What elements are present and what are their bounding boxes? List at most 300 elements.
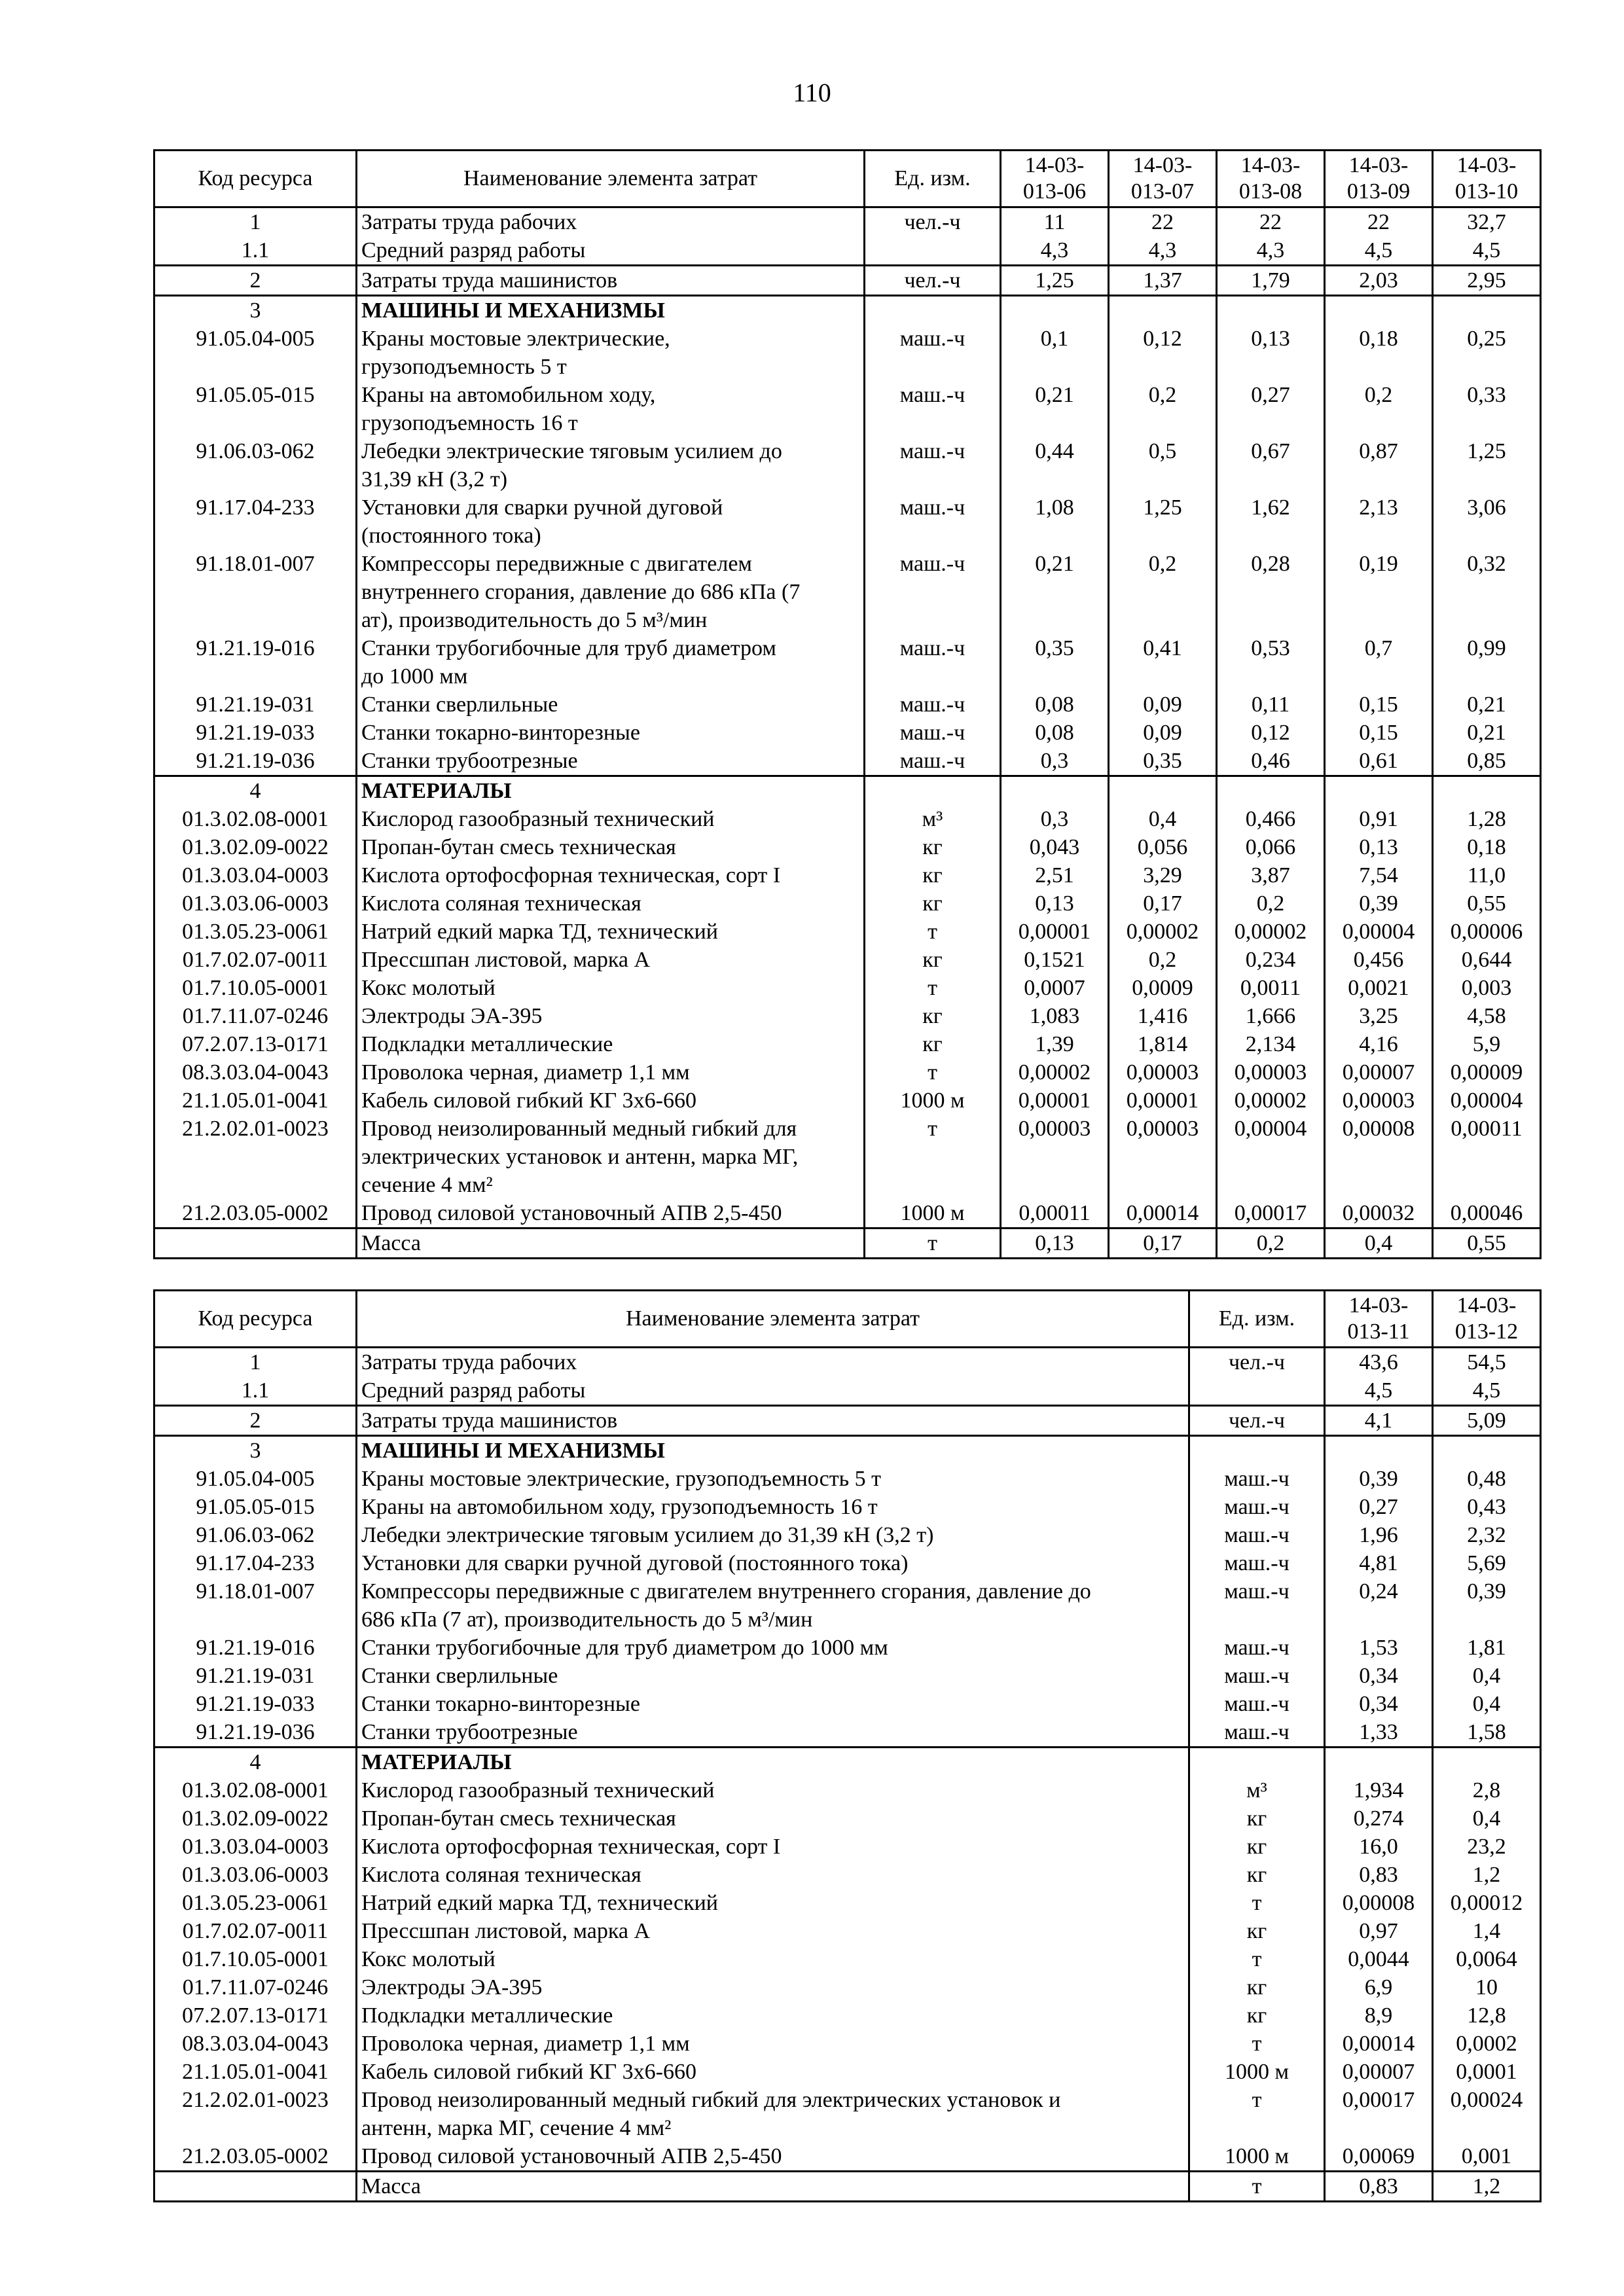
norm-value: 4,5 (1433, 236, 1541, 266)
norm-value: 23,2 (1433, 1833, 1541, 1861)
norm-value: 0,00001 (1001, 918, 1109, 946)
norm-value: 0,4 (1325, 1229, 1433, 1259)
table-row (154, 207, 1541, 237)
resource-code: 21.2.03.05-0002 (182, 2144, 329, 2168)
norm-value: 0,00017 (1325, 2086, 1433, 2142)
norm-value: 3,06 (1433, 493, 1541, 550)
norm-value: 4,5 (1325, 236, 1433, 266)
table-row (154, 1465, 1541, 1493)
unit: 1000 м (1189, 2142, 1325, 2172)
cost-element-name: Провод силовой установочный АПВ 2,5-450 (357, 2142, 1189, 2172)
unit: т (1189, 2030, 1325, 2058)
resource-code: 07.2.07.13-0171 (182, 2003, 329, 2028)
norm-value: 0,09 (1109, 719, 1217, 747)
unit: маш.-ч (865, 437, 1001, 493)
norm-value: 0,91 (1325, 805, 1433, 833)
resource-code: 01.3.05.23-0061 (182, 920, 329, 944)
norm-value: 0,5 (1109, 437, 1217, 493)
unit: м³ (865, 805, 1001, 833)
unit: маш.-ч (865, 325, 1001, 381)
unit: маш.-ч (865, 691, 1001, 719)
cost-element-name: Затраты труда рабочих (357, 207, 865, 237)
norm-value: 0,00017 (1217, 1199, 1325, 1229)
norm-value: 32,7 (1433, 207, 1541, 237)
norm-value: 0,00003 (1325, 1086, 1433, 1115)
norm-value: 0,15 (1325, 719, 1433, 747)
resource-code: 01.7.11.07-0246 (182, 1004, 329, 1028)
cost-element-name: Станки токарно-винторезные (357, 1690, 1189, 1718)
norm-value: 4,3 (1109, 236, 1217, 266)
norm-value: 4,5 (1433, 1376, 1541, 1406)
norm-value: 0,13 (1325, 833, 1433, 861)
table-row (154, 1861, 1541, 1889)
resource-code: 91.21.19-033 (196, 1692, 315, 1716)
norm-value: 0,34 (1325, 1690, 1433, 1718)
norm-value: 0,25 (1433, 325, 1541, 381)
norm-value: 1,2 (1433, 1861, 1541, 1889)
norm-value: 3,87 (1217, 861, 1325, 889)
norm-value: 0,24 (1325, 1577, 1433, 1634)
cost-element-name: Кислота соляная техническая (357, 1861, 1189, 1889)
cost-element-name: МАТЕРИАЛЫ (357, 1748, 1189, 1777)
norm-value: 1,81 (1433, 1634, 1541, 1662)
resource-code: 4 (154, 1748, 357, 1777)
table-row (154, 1945, 1541, 1973)
norm-value: 6,9 (1325, 1973, 1433, 2001)
norm-value: 0,4 (1109, 805, 1217, 833)
norm-value: 0,00011 (1433, 1115, 1541, 1199)
norm-value: 0,83 (1325, 1861, 1433, 1889)
unit: т (865, 1229, 1001, 1259)
table-row (154, 747, 1541, 776)
norm-value: 1,39 (1001, 1030, 1109, 1058)
norm-value: 0,18 (1433, 833, 1541, 861)
resource-code: 91.21.19-016 (196, 636, 315, 660)
cost-element-name: Затраты труда машинистов (357, 266, 865, 296)
resource-code: 01.3.03.04-0003 (182, 863, 329, 888)
norm-value: 0,2 (1217, 889, 1325, 918)
unit: маш.-ч (1189, 1634, 1325, 1662)
resource-code: 21.1.05.01-0041 (182, 1088, 329, 1113)
norm-value (1433, 296, 1541, 325)
section-row (154, 1748, 1541, 1777)
norm-value: 1,96 (1325, 1521, 1433, 1549)
cost-element-name: Компрессоры передвижные с двигателем внутреннего сгорания, давление до 686 кПа (7 ат), производительность до 5 м³/мин (357, 550, 865, 634)
resource-code: 91.18.01-007 (196, 1579, 315, 1604)
section-row (154, 776, 1541, 806)
cost-element-name: Затраты труда машинистов (357, 1406, 1189, 1436)
cost-element-name: Затраты труда рабочих (357, 1348, 1189, 1377)
norm-value: 0,0011 (1217, 974, 1325, 1002)
resource-code: 91.05.04-005 (196, 327, 315, 351)
table-row (154, 1917, 1541, 1945)
unit: кг (865, 1002, 1001, 1030)
cost-element-name: Электроды ЭА-395 (357, 1002, 865, 1030)
norm-value: 0,466 (1217, 805, 1325, 833)
resource-code: 91.06.03-062 (196, 1523, 315, 1547)
resource-code: 08.3.03.04-0043 (182, 1060, 329, 1085)
norm-value (1325, 1748, 1433, 1777)
resource-code (154, 2172, 357, 2202)
cost-element-name: Кислород газообразный технический (357, 805, 865, 833)
norm-value (1109, 296, 1217, 325)
table-row (154, 889, 1541, 918)
norm-value: 0,0001 (1433, 2058, 1541, 2086)
norm-value: 0,12 (1217, 719, 1325, 747)
resource-code: 01.7.10.05-0001 (182, 1947, 329, 1971)
norm-value: 4,1 (1325, 1406, 1433, 1436)
table-row (154, 1718, 1541, 1748)
cost-element-name: Кислород газообразный технический (357, 1776, 1189, 1804)
norm-value: 0,55 (1433, 1229, 1541, 1259)
norm-value: 0,09 (1109, 691, 1217, 719)
unit: кг (865, 861, 1001, 889)
cost-element-name: Кабель силовой гибкий КГ 3х6-660 (357, 2058, 1189, 2086)
cost-element-name: Подкладки металлические (357, 1030, 865, 1058)
cost-element-name: Кислота ортофосфорная техническая, сорт I (357, 861, 865, 889)
norm-value: 0,85 (1433, 747, 1541, 776)
norm-value: 0,00004 (1217, 1115, 1325, 1199)
section-row (154, 296, 1541, 325)
resource-code: 2 (154, 266, 357, 296)
table-row (154, 1776, 1541, 1804)
cost-element-name: Кабель силовой гибкий КГ 3х6-660 (357, 1086, 865, 1115)
resource-code: 91.21.19-031 (196, 1664, 315, 1688)
table-row (154, 1199, 1541, 1229)
norm-value: 0,0021 (1325, 974, 1433, 1002)
table-row (154, 2001, 1541, 2030)
page-number: 110 (793, 78, 831, 107)
norm-value: 0,00032 (1325, 1199, 1433, 1229)
norm-value: 0,00009 (1433, 1058, 1541, 1086)
table-row (154, 918, 1541, 946)
norm-value: 0,043 (1001, 833, 1109, 861)
table-row (154, 1086, 1541, 1115)
resource-code: 01.3.03.06-0003 (182, 1863, 329, 1887)
resource-code: 2 (154, 1406, 357, 1436)
norm-value: 0,43 (1433, 1493, 1541, 1521)
unit: чел.-ч (865, 207, 1001, 237)
norm-value: 12,8 (1433, 2001, 1541, 2030)
resource-code: 21.1.05.01-0041 (182, 2060, 329, 2084)
table-row (154, 1115, 1541, 1199)
table-row (154, 946, 1541, 974)
norm-value (1001, 296, 1109, 325)
norm-value (1433, 1748, 1541, 1777)
cost-element-name: Кислота ортофосфорная техническая, сорт I (357, 1833, 1189, 1861)
norm-value: 1,79 (1217, 266, 1325, 296)
norm-value: 0,001 (1433, 2142, 1541, 2172)
table-row (154, 1493, 1541, 1521)
table-row (154, 1376, 1541, 1406)
table-row (154, 266, 1541, 296)
norm-value: 0,0002 (1433, 2030, 1541, 2058)
norm-value: 4,3 (1217, 236, 1325, 266)
cost-element-name: Лебедки электрические тяговым усилием до 31,39 кН (3,2 т) (357, 437, 865, 493)
norm-value: 0,21 (1001, 550, 1109, 634)
table-row (154, 634, 1541, 691)
norm-value: 5,9 (1433, 1030, 1541, 1058)
unit (1189, 1748, 1325, 1777)
norm-value: 0,1 (1001, 325, 1109, 381)
norm-value: 0,41 (1109, 634, 1217, 691)
resource-code: 01.3.03.04-0003 (182, 1835, 329, 1859)
norm-value: 0,17 (1109, 889, 1217, 918)
norm-value (1433, 776, 1541, 806)
resource-code: 21.2.02.01-0023 (182, 2088, 329, 2112)
unit: кг (1189, 1833, 1325, 1861)
norm-value: 0,056 (1109, 833, 1217, 861)
norm-value: 0,00004 (1433, 1086, 1541, 1115)
resource-code: 1 (154, 207, 357, 237)
resource-code: 01.3.02.08-0001 (182, 1778, 329, 1803)
norm-value: 0,00002 (1217, 1086, 1325, 1115)
resource-code: 01.3.02.09-0022 (182, 835, 329, 859)
norm-value: 0,11 (1217, 691, 1325, 719)
norm-value: 0,00008 (1325, 1889, 1433, 1917)
section-row (154, 1436, 1541, 1465)
cost-element-name: Проволока черная, диаметр 1,1 мм (357, 1058, 865, 1086)
unit: маш.-ч (1189, 1493, 1325, 1521)
table-row (154, 2142, 1541, 2172)
norm-value: 1,33 (1325, 1718, 1433, 1748)
norm-value: 0,1521 (1001, 946, 1109, 974)
norm-value (1109, 776, 1217, 806)
norm-value: 3,25 (1325, 1002, 1433, 1030)
table-row (154, 1662, 1541, 1690)
norm-value: 0,4 (1433, 1690, 1541, 1718)
norm-value: 2,134 (1217, 1030, 1325, 1058)
table-row (154, 691, 1541, 719)
cost-element-name: Пропан-бутан смесь техническая (357, 833, 865, 861)
cost-element-name: Станки сверлильные (357, 691, 865, 719)
norm-value: 16,0 (1325, 1833, 1433, 1861)
resource-code: 08.3.03.04-0043 (182, 2032, 329, 2056)
cost-element-name: Установки для сварки ручной дуговой (постоянного тока) (357, 1549, 1189, 1577)
unit (865, 236, 1001, 266)
norm-value: 0,39 (1433, 1577, 1541, 1634)
unit: кг (865, 946, 1001, 974)
norm-value: 0,08 (1001, 691, 1109, 719)
norm-value: 0,35 (1001, 634, 1109, 691)
norm-value: 1,53 (1325, 1634, 1433, 1662)
norm-value: 0,3 (1001, 747, 1109, 776)
resource-code: 91.21.19-036 (196, 749, 315, 773)
norm-value: 0,0064 (1433, 1945, 1541, 1973)
unit: т (1189, 1889, 1325, 1917)
cost-element-name: Провод неизолированный медный гибкий для электрических установок и антенн, марка МГ, сечение 4 мм² (357, 1115, 865, 1199)
resource-table-1 (153, 149, 1542, 1259)
norm-value: 2,51 (1001, 861, 1109, 889)
norm-value: 0,32 (1433, 550, 1541, 634)
unit: чел.-ч (865, 266, 1001, 296)
unit: маш.-ч (865, 719, 1001, 747)
resource-code: 01.3.03.06-0003 (182, 891, 329, 916)
column-header: 14-03- 013-11 (1325, 1291, 1433, 1348)
norm-value: 0,28 (1217, 550, 1325, 634)
norm-value: 1,2 (1433, 2172, 1541, 2202)
norm-value: 0,00007 (1325, 1058, 1433, 1086)
norm-value: 3,29 (1109, 861, 1217, 889)
norm-value: 0,00001 (1001, 1086, 1109, 1115)
resource-code: 91.05.05-015 (196, 1495, 315, 1519)
norm-value: 0,003 (1433, 974, 1541, 1002)
unit: маш.-ч (865, 634, 1001, 691)
resource-code: 01.3.02.09-0022 (182, 1806, 329, 1831)
unit: 1000 м (865, 1199, 1001, 1229)
column-header: Ед. изм. (1189, 1291, 1325, 1348)
unit: т (865, 1115, 1001, 1199)
table-row (154, 1348, 1541, 1377)
unit: маш.-ч (1189, 1662, 1325, 1690)
unit: т (865, 1058, 1001, 1086)
resource-code: 01.7.02.07-0011 (182, 948, 329, 972)
table-row (154, 974, 1541, 1002)
norm-value: 0,00003 (1109, 1115, 1217, 1199)
cost-element-name: Краны мостовые электрические, грузоподъемность 5 т (357, 325, 865, 381)
unit: маш.-ч (865, 550, 1001, 634)
cost-element-name: МАТЕРИАЛЫ (357, 776, 865, 806)
norm-value: 0,00024 (1433, 2086, 1541, 2142)
table-row (154, 1690, 1541, 1718)
norm-value: 0,066 (1217, 833, 1325, 861)
unit: маш.-ч (1189, 1690, 1325, 1718)
norm-value: 1,083 (1001, 1002, 1109, 1030)
norm-value: 1,58 (1433, 1718, 1541, 1748)
resource-code: 3 (154, 1436, 357, 1465)
norm-value: 7,54 (1325, 861, 1433, 889)
norm-value: 0,00001 (1109, 1086, 1217, 1115)
resource-code (154, 1229, 357, 1259)
norm-value: 0,18 (1325, 325, 1433, 381)
header-row (154, 1291, 1541, 1348)
table-row (154, 1030, 1541, 1058)
norm-value: 0,13 (1001, 1229, 1109, 1259)
norm-value: 1,08 (1001, 493, 1109, 550)
norm-value: 1,25 (1001, 266, 1109, 296)
norm-value (1325, 296, 1433, 325)
unit: маш.-ч (1189, 1465, 1325, 1493)
resource-code: 01.7.10.05-0001 (182, 976, 329, 1000)
norm-value: 0,274 (1325, 1804, 1433, 1833)
table-row (154, 437, 1541, 493)
norm-value: 4,81 (1325, 1549, 1433, 1577)
unit: т (1189, 1945, 1325, 1973)
unit (1189, 1376, 1325, 1406)
unit: т (1189, 2172, 1325, 2202)
norm-value: 0,44 (1001, 437, 1109, 493)
column-header: Наименование элемента затрат (357, 151, 865, 207)
norm-value: 0,55 (1433, 889, 1541, 918)
resource-code: 91.17.04-233 (196, 495, 315, 520)
column-header: 14-03- 013-08 (1217, 151, 1325, 207)
resource-code: 01.3.05.23-0061 (182, 1891, 329, 1915)
resource-code: 4 (154, 776, 357, 806)
norm-value: 2,32 (1433, 1521, 1541, 1549)
norm-value: 0,67 (1217, 437, 1325, 493)
unit: кг (1189, 1861, 1325, 1889)
norm-value: 1,814 (1109, 1030, 1217, 1058)
norm-value: 1,4 (1433, 1917, 1541, 1945)
cost-element-name: Компрессоры передвижные с двигателем внутреннего сгорания, давление до 686 кПа (7 ат), производительность до 5 м³/мин (357, 1577, 1189, 1634)
table-row (154, 2030, 1541, 2058)
resource-code: 01.3.02.08-0001 (182, 807, 329, 831)
norm-value: 1,934 (1325, 1776, 1433, 1804)
column-header: Ед. изм. (865, 151, 1001, 207)
norm-value (1325, 776, 1433, 806)
norm-value (1217, 776, 1325, 806)
norm-value: 0,3 (1001, 805, 1109, 833)
norm-value: 10 (1433, 1973, 1541, 2001)
norm-value: 0,2 (1109, 381, 1217, 437)
table-row (154, 1229, 1541, 1259)
norm-value: 0,21 (1001, 381, 1109, 437)
norm-value: 0,21 (1433, 691, 1541, 719)
norm-value: 0,00012 (1433, 1889, 1541, 1917)
column-header: 14-03- 013-10 (1433, 151, 1541, 207)
norm-value: 22 (1217, 207, 1325, 237)
resource-table-2 (153, 1289, 1542, 2202)
unit: м³ (1189, 1776, 1325, 1804)
norm-value: 0,00046 (1433, 1199, 1541, 1229)
cost-element-name: Кислота соляная техническая (357, 889, 865, 918)
table-row (154, 1577, 1541, 1634)
norm-value: 0,39 (1325, 889, 1433, 918)
norm-value: 4,58 (1433, 1002, 1541, 1030)
table-row (154, 1549, 1541, 1577)
unit: маш.-ч (1189, 1718, 1325, 1748)
unit: кг (865, 833, 1001, 861)
unit: маш.-ч (865, 381, 1001, 437)
norm-value: 0,33 (1433, 381, 1541, 437)
norm-value (1325, 1436, 1433, 1465)
norm-value: 0,08 (1001, 719, 1109, 747)
unit: маш.-ч (865, 493, 1001, 550)
cost-element-name: Натрий едкий марка ТД, технический (357, 918, 865, 946)
norm-value: 0,00004 (1325, 918, 1433, 946)
norm-value: 0,2 (1325, 381, 1433, 437)
norm-value: 0,13 (1217, 325, 1325, 381)
norm-value: 2,95 (1433, 266, 1541, 296)
cost-element-name: Станки токарно-винторезные (357, 719, 865, 747)
norm-value: 0,0009 (1109, 974, 1217, 1002)
table-row (154, 550, 1541, 634)
table-row (154, 1002, 1541, 1030)
cost-element-name: Лебедки электрические тяговым усилием до 31,39 кН (3,2 т) (357, 1521, 1189, 1549)
norm-value: 2,03 (1325, 266, 1433, 296)
norm-value: 0,00003 (1109, 1058, 1217, 1086)
norm-value: 11,0 (1433, 861, 1541, 889)
norm-value: 0,4 (1433, 1662, 1541, 1690)
cost-element-name: Провод силовой установочный АПВ 2,5-450 (357, 1199, 865, 1229)
cost-element-name: Подкладки металлические (357, 2001, 1189, 2030)
norm-value: 0,15 (1325, 691, 1433, 719)
cost-element-name: Краны мостовые электрические, грузоподъемность 5 т (357, 1465, 1189, 1493)
resource-code: 1.1 (241, 1378, 270, 1403)
norm-value: 0,4 (1433, 1804, 1541, 1833)
table-row (154, 1634, 1541, 1662)
norm-value: 0,00002 (1001, 1058, 1109, 1086)
unit: кг (1189, 1917, 1325, 1945)
unit: маш.-ч (1189, 1549, 1325, 1577)
norm-value: 0,34 (1325, 1662, 1433, 1690)
unit (865, 776, 1001, 806)
resource-code: 91.18.01-007 (196, 552, 315, 576)
resource-code: 91.21.19-031 (196, 692, 315, 717)
unit: чел.-ч (1189, 1406, 1325, 1436)
norm-value: 0,12 (1109, 325, 1217, 381)
cost-element-name: Краны на автомобильном ходу, грузоподъемность 16 т (357, 1493, 1189, 1521)
